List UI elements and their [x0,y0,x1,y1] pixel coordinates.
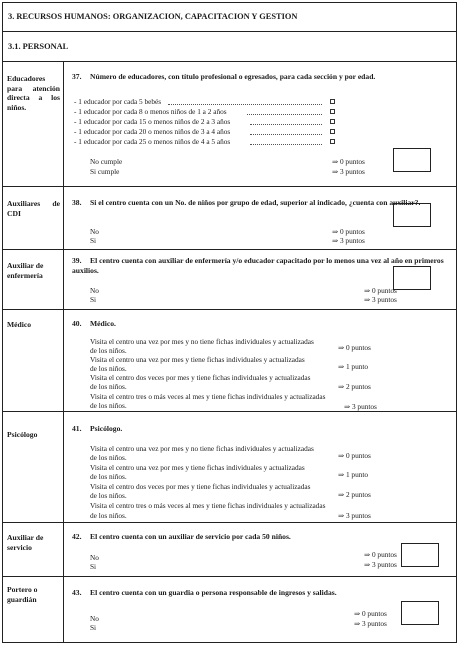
points-label [364,560,397,569]
list-item: - 1 educador por cada 8 o menos niños de 1 a 2 años [74,107,227,116]
section-title: 3.1. PERSONAL [2,32,457,62]
row-label: Auxiliar de servicio [2,523,64,576]
option-label: Si [90,562,97,571]
arrow-icon: ⇒ [364,295,371,304]
points-value: 3 puntos [339,167,365,176]
leader-dots [250,134,322,135]
list-item: - 1 educador por cada 5 bebés [74,97,162,106]
list-item: - 1 educador por cada 15 o menos niños de 2 a 3 años [74,117,231,126]
points-value: 0 puntos [371,286,397,295]
row-servicio [2,523,457,577]
question-39 [72,256,447,275]
option-label: de los niños. [90,491,127,500]
points-value: 0 puntos [339,157,365,166]
points-label [364,550,397,559]
score-box[interactable] [401,601,439,625]
row-content [64,187,457,249]
row-label-part: de [52,199,60,208]
arrow-icon: ⇒ [338,343,345,352]
points-value: 0 puntos [345,343,371,352]
checkbox[interactable] [330,129,335,134]
points-label [338,511,371,520]
arrow-icon: ⇒ [338,451,345,460]
option-label: Visita el centro dos veces por mes y tiene fichas individuales y actualizadas [90,482,311,491]
row-content [64,62,457,186]
row-portero [2,577,457,643]
option-label: No [90,227,99,236]
row-content [64,310,457,411]
leader-dots [247,114,322,115]
question-number: 37. [72,72,82,81]
points-label [338,382,371,391]
row-label: Psicólogo [2,412,64,522]
question-text: Número de educadores, con título profesional o egresados, para cada sección y por edad. [90,72,376,81]
question-37 [72,72,447,82]
question-text: El centro cuenta con un auxiliar de servicio por cada 50 niños. [90,532,291,541]
arrow-icon: ⇒ [354,619,361,628]
option-label: Visita el centro una vez por mes y no tiene fichas individuales y actualizadas [90,337,314,346]
points-label [332,167,365,176]
row-content [64,250,457,309]
row-label-part: CDI [7,208,21,218]
question-number: 38. [72,198,82,207]
arrow-icon: ⇒ [364,286,371,295]
arrow-icon: ⇒ [364,560,371,569]
option-label: de los niños. [90,511,127,520]
points-label [344,402,377,411]
option-label: No [90,614,99,623]
row-enfermeria [2,250,457,310]
points-value: 0 puntos [371,550,397,559]
leader-dots [250,144,322,145]
list-item: - 1 educador por cada 25 o menos niños de 4 a 5 años [74,137,231,146]
leader-dots [250,124,322,125]
checkbox[interactable] [330,109,335,114]
option-label: Si [90,236,97,245]
points-value: 2 puntos [345,490,371,499]
arrow-icon: ⇒ [354,609,361,618]
points-value: 1 punto [345,470,369,479]
option-label: Si [90,295,97,304]
points-label [338,343,371,352]
score-box[interactable] [393,203,431,227]
score-box[interactable] [401,543,439,567]
question-number: 41. [72,424,82,433]
arrow-icon: ⇒ [338,470,345,479]
arrow-icon: ⇒ [332,227,339,236]
arrow-icon: ⇒ [332,236,339,245]
row-medico [2,310,457,412]
question-number: 42. [72,532,82,541]
row-content [64,412,457,522]
points-label [364,295,397,304]
points-value: 3 puntos [371,560,397,569]
arrow-icon: ⇒ [344,402,351,411]
checkbox[interactable] [330,119,335,124]
question-41 [72,424,447,434]
option-label: de los niños. [90,346,127,355]
question-40 [72,319,447,329]
option-label: Visita el centro tres o más veces al mes y tiene fichas individuales y actualizadas [90,501,326,510]
checkbox[interactable] [330,99,335,104]
question-text: Médico. [90,319,116,328]
points-value: 0 puntos [345,451,371,460]
row-auxiliares [2,187,457,250]
arrow-icon: ⇒ [364,550,371,559]
row-educadores [2,62,457,187]
question-text: El centro cuenta con un guardia o persona responsable de ingresos y salidas. [90,588,337,597]
row-label-part: Auxiliares [7,199,41,208]
points-label [332,227,365,236]
row-label: Auxiliar de enfermería [2,250,64,309]
arrow-icon: ⇒ [338,362,345,371]
points-value: 3 puntos [361,619,387,628]
option-label: de los niños. [90,401,127,410]
list-item: - 1 educador por cada 20 o menos niños de 3 a 4 años [74,127,231,136]
checkbox[interactable] [330,139,335,144]
row-content [64,523,457,576]
question-38 [72,198,447,208]
question-text: El centro cuenta con auxiliar de enfermería y/o educador capacitado por lo menos una vez al año en primeros auxilios. [72,256,444,275]
row-content [64,577,457,643]
question-number: 39. [72,256,82,265]
points-value: 0 puntos [361,609,387,618]
points-label [338,451,371,460]
points-label [332,157,365,166]
arrow-icon: ⇒ [332,167,339,176]
question-43 [72,588,447,598]
points-value: 0 puntos [339,227,365,236]
option-label: Si cumple [90,167,120,176]
arrow-icon: ⇒ [338,511,345,520]
points-label [332,236,365,245]
points-label [364,286,397,295]
points-value: 3 puntos [345,511,371,520]
points-label [338,490,371,499]
points-value: 1 punto [345,362,369,371]
row-label [2,187,64,249]
option-label: Visita el centro una vez por mes y tiene fichas individuales y actualizadas [90,463,305,472]
question-42 [72,532,447,542]
score-box[interactable] [393,148,431,172]
row-label: Educadores para atención directa a los niños. [2,62,64,186]
option-label: Visita el centro dos veces por mes y tiene fichas individuales y actualizadas [90,373,311,382]
arrow-icon: ⇒ [338,382,345,391]
points-label [338,362,368,371]
option-label: de los niños. [90,472,127,481]
arrow-icon: ⇒ [338,490,345,499]
option-label: de los niños. [90,453,127,462]
leader-dots [168,104,322,105]
points-value: 3 puntos [339,236,365,245]
question-number: 40. [72,319,82,328]
row-psicologo [2,412,457,523]
question-number: 43. [72,588,82,597]
points-label [354,619,387,628]
option-label: Visita el centro una vez por mes y no tiene fichas individuales y actualizadas [90,444,314,453]
option-label: No [90,553,99,562]
row-label: Médico [2,310,64,411]
option-label: Visita el centro una vez por mes y tiene fichas individuales y actualizadas [90,355,305,364]
points-label [354,609,387,618]
question-text: Si el centro cuenta con un No. de niños por grupo de edad, superior al indicado, ¿cuenta con auxiliar?. [90,198,421,207]
option-label: de los niños. [90,382,127,391]
points-label [338,470,368,479]
score-box[interactable] [393,266,431,290]
question-text: Psicólogo. [90,424,123,433]
points-value: 3 puntos [351,402,377,411]
option-label: de los niños. [90,364,127,373]
row-label: Portero o guardián [2,577,64,643]
option-label: Visita el centro tres o más veces al mes y tiene fichas individuales y actualizadas [90,392,326,401]
option-label: No cumple [90,157,123,166]
page-title: 3. RECURSOS HUMANOS: ORGANIZACION, CAPACITACION Y GESTION [2,2,457,32]
points-value: 2 puntos [345,382,371,391]
points-value: 3 puntos [371,295,397,304]
option-label: No [90,286,99,295]
arrow-icon: ⇒ [332,157,339,166]
option-label: Si [90,623,97,632]
